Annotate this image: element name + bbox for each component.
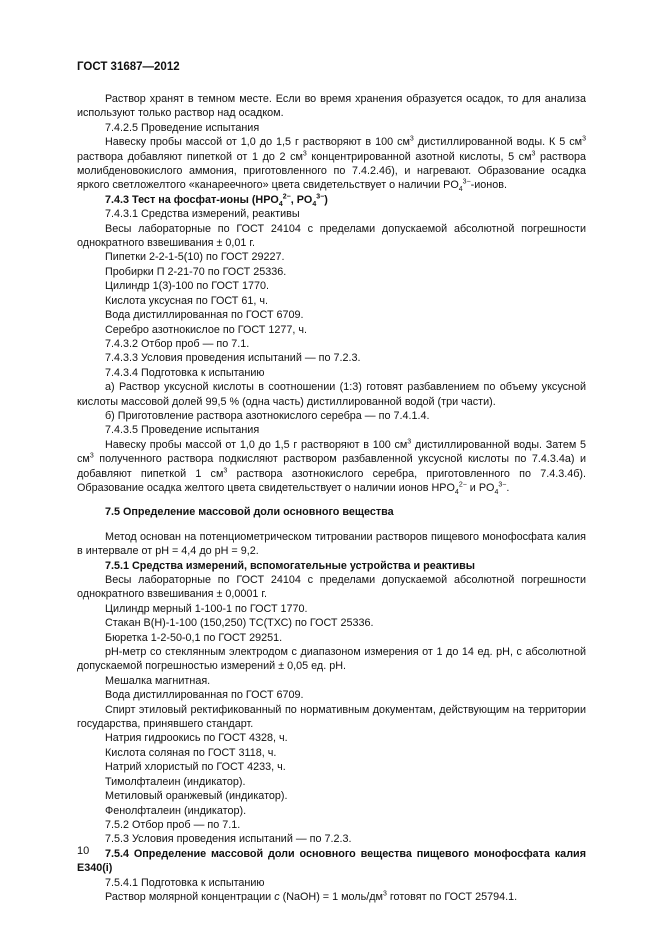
paragraph: 7.5.3 Условия проведения испытаний — по 7.2.3. [105,833,352,846]
paragraph: Пробирки П 2-21-70 по ГОСТ 25336. [105,265,287,278]
paragraph: 7.4.3.5 Проведение испытания [105,424,260,437]
paragraph: pH-метр со стеклянным электродом с диапазоном измерения от 1 до 14 ед. рН, с абсолютной допускаемой погрешностью измерений ± 0,05 ед. рН. [77,646,586,673]
paragraph: Весы лабораторные по ГОСТ 24104 с пределами допускаемой абсолютной погрешности однократного взвешивания ± 0,01 г. [77,222,586,250]
paragraph: Кислота уксусная по ГОСТ 61, ч. [105,294,269,307]
paragraph: Навеску пробы массой от 1,0 до 1,5 г растворяют в 100 $см^3$ дистиллированной воды. К 5 $см^3$ раствора добавляют пипеткой от 1 до 2 $см^3$ концентрированной азотной кислоты, 5 $см^3$ раствора молибденовокислого аммония, приготовленного по 7.4.2.4б), и нагревают. Образование осадка яркого светложелтого «канареечного» цвета свидетельствует о наличии $PO_4^{3-}$-ионов. [77,135,586,194]
page-number: 10 [77,845,90,857]
section-heading: 7.4.3 Тест на фосфат-ионы ($HPO_4^{2-}$, $PO_4^{3-}$) [105,193,328,208]
paragraph: Метод основан на потенциометрическом титровании растворов пищевого монофосфата калия в интервале от pH = 4,4 до pH = 9,2. [77,530,586,558]
paragraph: 7.5.4.1 Подготовка к испытанию [105,876,265,889]
paragraph: Вода дистиллированная по ГОСТ 6709. [105,689,304,702]
paragraph: Тимолфталеин (индикатор). [105,775,246,788]
paragraph: Раствор молярной концентрации с (NaOH) = 1 моль/$дм^3$ готовят по ГОСТ 25794.1. [105,890,518,903]
paragraph: 7.4.2.5 Проведение испытания [105,121,260,134]
paragraph: Цилиндр мерный 1-100-1 по ГОСТ 1770. [105,602,308,615]
paragraph: Кислота соляная по ГОСТ 3118, ч. [105,746,277,759]
paragraph: а) Раствор уксусной кислоты в соотношении (1:3) готовят разбавлением по объему уксусной кислоты массовой долей 99,5 % (одна часть) дистиллированной водой (три части). [77,381,586,408]
paragraph: Стакан В(Н)-1-100 (150,250) ТС(ТХС) по ГОСТ 25336. [105,617,374,630]
paragraph: 7.4.3.1 Средства измерений, реактивы [105,208,300,221]
paragraph: Натрий хлористый по ГОСТ 4233, ч. [105,761,286,774]
paragraph: Фенолфталеин (индикатор). [105,804,247,817]
paragraph: 7.4.3.2 Отбор проб — по 7.1. [105,337,250,350]
paragraph: Мешалка магнитная. [105,674,211,687]
paragraph: Весы лабораторные по ГОСТ 24104 с пределами допускаемой абсолютной погрешности однократного взвешивания ± 0,0001 г. [77,574,586,601]
section-heading: 7.5 Определение массовой доли основного вещества [105,506,394,519]
paragraph: Бюретка 1-2-50-0,1 по ГОСТ 29251. [105,631,283,644]
paragraph: Раствор хранят в темном месте. Если во время хранения образуется осадок, то для анализа используют только раствор над осадком. [77,93,586,120]
section-heading: 7.5.4 Определение массовой доли основного вещества пищевого монофосфата калия Е340(i) [77,847,586,875]
paragraph: Навеску пробы массой от 1,0 до 1,5 г растворяют в 100 $см^3$ дистиллированной воды. Затем 5 $см^3$ полученного раствора подкисляют раствором разбавленной уксусной кислоты по 7.4.3.4а) и добавляют пипеткой 1 $см^3$ раствора азотнокислого серебра, приготовленного по 7.4.3.4б). Образование осадка желтого цвета свидетельствует о наличии ионов $HPO_4^{2-}$ и $PO_4^{3-}$. [77,438,586,497]
paragraph: 7.5.2 Отбор проб — по 7.1. [105,818,241,831]
paragraph: 7.4.3.3 Условия проведения испытаний — по 7.2.3. [105,352,361,365]
paragraph: Спирт этиловый ректификованный по нормативным документам, действующим на территории государства, принявшего стандарт. [77,703,586,731]
document-body [77,92,586,904]
paragraph: Серебро азотнокислое по ГОСТ 1277, ч. [105,323,308,336]
paragraph: Натрия гидроокись по ГОСТ 4328, ч. [105,732,288,745]
paragraph: Пипетки 2-2-1-5(10) по ГОСТ 29227. [105,251,285,264]
paragraph: Метиловый оранжевый (индикатор). [105,790,288,803]
paragraph: Цилиндр 1(3)-100 по ГОСТ 1770. [105,280,269,293]
document-header: ГОСТ 31687—2012 [77,61,180,73]
paragraph: Вода дистиллированная по ГОСТ 6709. [105,309,304,322]
section-heading: 7.5.1 Средства измерений, вспомогательные устройства и реактивы [105,559,475,572]
paragraph: б) Приготовление раствора азотнокислого серебра — по 7.4.1.4. [105,409,430,422]
paragraph: 7.4.3.4 Подготовка к испытанию [105,366,265,379]
